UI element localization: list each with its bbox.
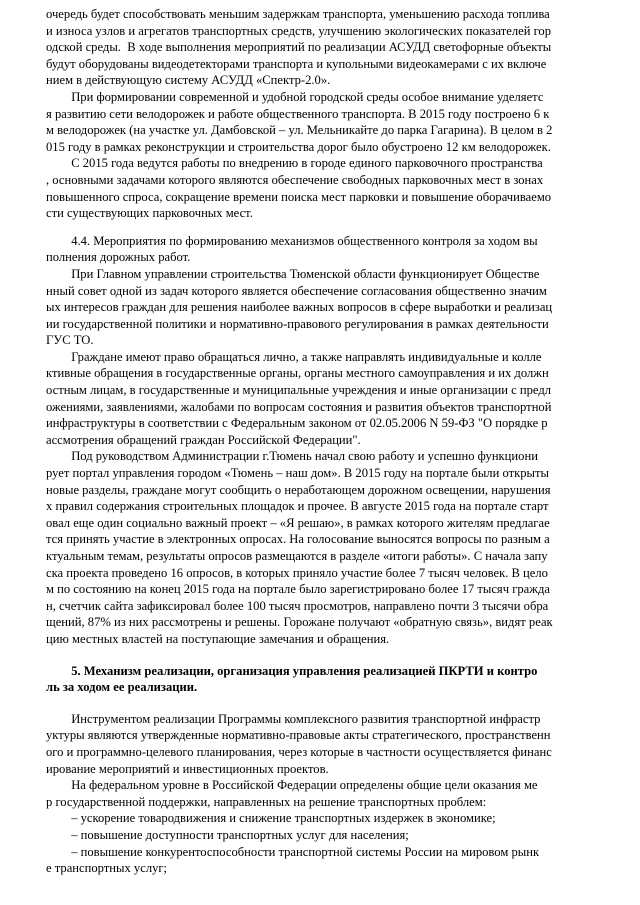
spacer <box>46 696 606 711</box>
paragraph-public-council: При Главном управлении строительства Тюменской области функционирует Обществе нный совет одной из задач которого является обеспечение согласования общественно значим ых интересов граждан для решения наиболее важных вопросов в сфере выработки и реализац ии государственной политики и нормативно-правового регулирования в рамках деятельности ГУС ТО. <box>46 266 553 348</box>
spacer <box>46 222 606 233</box>
paragraph-parking: С 2015 года ведутся работы по внедрению в городе единого парковочного пространства , основными задачами которого являются обеспечение свободных парковочных мест в зонах повышенного спроса, сокращение времени поиска мест парковки и повышение оборачиваемо сти существующих парковочных мест. <box>46 156 552 221</box>
paragraph-program-instruments: Инструментом реализации Программы комплексного развития транспортной инфрастр уктуры являются утвержденные нормативно-правовые акты стратегического, пространственн ого и программно-целевого планирования, через которые в частности осуществляется финанс ирование мероприятий и инвестиционных проектов. <box>46 711 552 776</box>
paragraph-citizen-appeals: Граждане имеют право обращаться лично, а также направлять индивидуальные и колле ктивные обращения в государственные органы, органы местного самоуправления и их должн остным лицам, в государственные и муниципальные учреждения и иные организации с предл ожениями, заявлениями, жалобами по вопросам состояния и развития объектов транспортной инфраструктуры в соответствии с Федеральным законом от 02.05.2006 N 59-ФЗ "О порядке р ассмотрения обращений граждан Российской Федерации". <box>46 349 552 447</box>
paragraph-bike-lanes: При формировании современной и удобной городской среды особое внимание уделяетс я развитию сети велодорожек и работе общественного транспорта. В 2015 году построено 6 к м велодорожек (на участке ул. Дамбовской – ул. Мельникайте до парка Гагарина). В целом в 2 015 году в рамках реконструкции и строительства дорог было обустроено 12 км велодорожек. <box>46 89 553 154</box>
paragraph-section-4-4: 4.4. Мероприятия по формированию механизмов общественного контроля за ходом вы полнения дорожных работ. <box>46 233 538 265</box>
spacer <box>46 648 606 663</box>
paragraph-city-portal: Под руководством Администрации г.Тюмень начал свою работу и успешно функциони рует портал управления городом «Тюмень – наш дом». В 2015 году на портале были открыты новые разделы, граждане могут сообщить о неработающем дорожном освещении, нарушения х правил содержания строительных площадок и прочее. В августе 2015 года на портале старт овал еще один социально важный проект – «Я решаю», в рамках которого жителям предлагае тся принять участие в электронных опросах. На голосование выносятся вопросы по разным а ктуальным темам, результаты опросов размещаются в разделе «итоги работы». С начала запу ска проекта проведено 16 опросов, в которых приняло участие более 7 тысяч человек. В цело м по состоянию на конец 2015 года на портале было зарегистрировано более 17 тысяч гражда н, счетчик сайта зафиксировал более 100 тысяч просмотров, направлено почти 3 тысячи обра щений, 87% из них рассмотрены и решены. Горожане получают «обратную связь», видят реак цию местных властей на поступающие замечания и обращения. <box>46 449 553 646</box>
paragraph-asudd: очередь будет способствовать меньшим задержкам транспорта, уменьшению расхода топлива и износа узлов и агрегатов транспортных средств, улучшению экологических показателей гор одской среды. В ходе выполнения мероприятий по реализации АСУДД светофорные объекты будут оборудованы видеодетекторами транспорта и купольными видеокамерами с их включе нием в действующую систему АСУДД «Спектр-2.0». <box>46 7 552 88</box>
section-5-heading: 5. Механизм реализации, организация управления реализацией ПКРТИ и контро ль за ходом ее реализации. <box>46 663 538 695</box>
paragraph-federal-goals: На федеральном уровне в Российской Федерации определены общие цели оказания ме р государственной поддержки, направленных на решение транспортных проблем: – ускорение товародвижения и снижение транспортных издержек в экономике; – повышение доступности транспортных услуг для населения; – повышение конкурентоспособности транспортной системы России на мировом рынк е транспортных услуг; <box>46 778 540 876</box>
